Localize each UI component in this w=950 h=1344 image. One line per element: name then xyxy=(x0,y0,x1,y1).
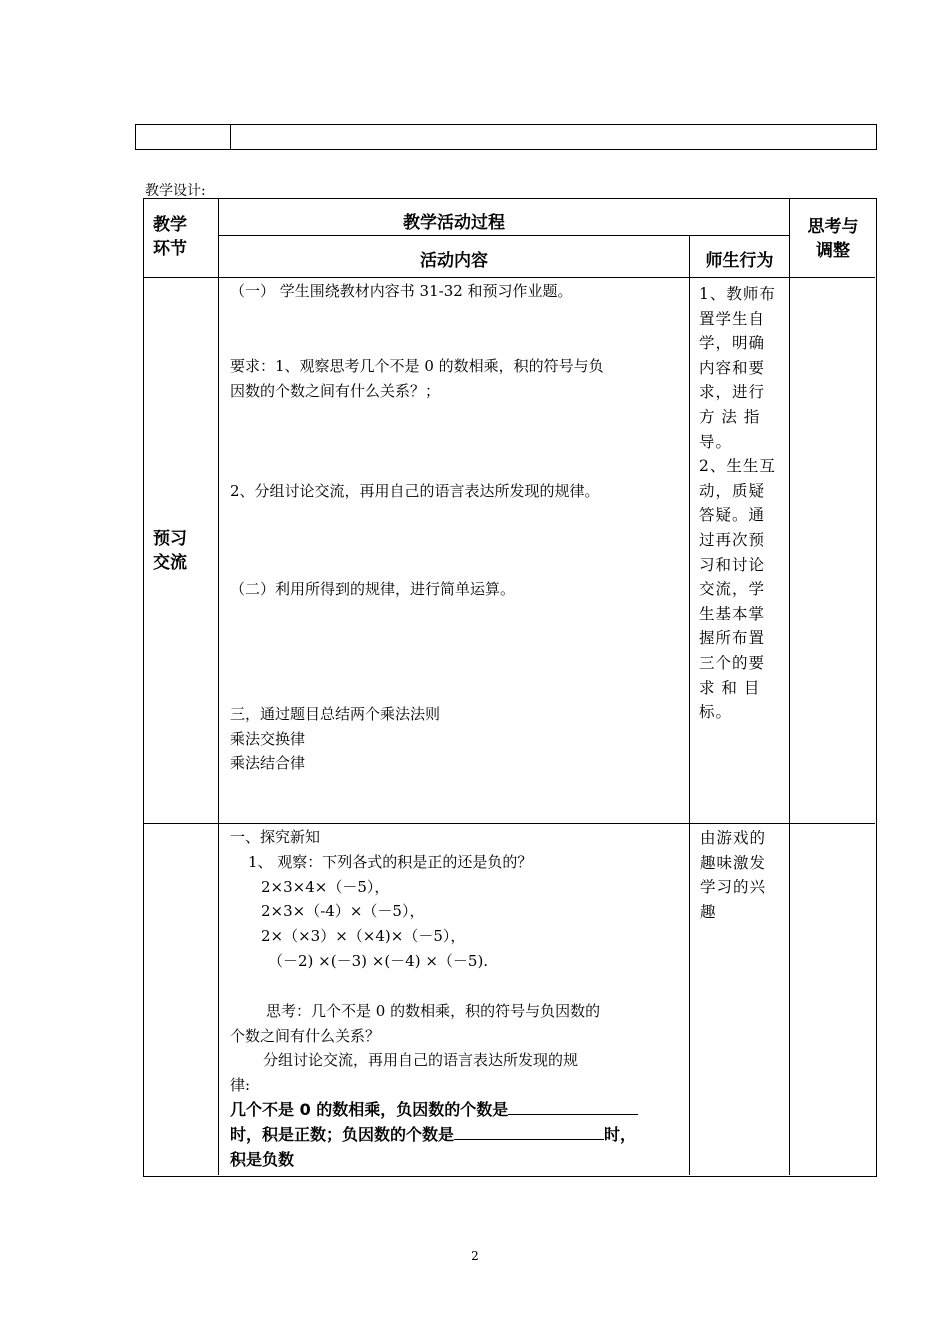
r1-line1: （一） 学生围绕教材内容书 31-32 和预习作业题。 xyxy=(230,282,573,300)
r1-line6: 三，通过题目总结两个乘法法则 xyxy=(230,705,441,723)
col-line xyxy=(789,199,790,1175)
behavior-line: 趣 xyxy=(700,902,717,921)
behavior-line: 交流，学 xyxy=(699,580,766,599)
r2-line6: （－2) ×(－3) ×(－4) ×（－5). xyxy=(268,952,489,970)
r2-line9: 分组讨论交流，再用自己的语言表达所发现的规 xyxy=(263,1051,579,1069)
col-line xyxy=(218,199,219,1175)
col-line xyxy=(689,235,690,1175)
row-line xyxy=(218,235,789,236)
behavior-line: 答疑。通 xyxy=(699,506,766,525)
behavior-line: 导。 xyxy=(699,432,733,451)
header-info-table xyxy=(135,124,877,150)
behavior-line: 由游戏的 xyxy=(700,829,767,847)
table-divider xyxy=(230,125,231,149)
row-line xyxy=(144,277,875,278)
behavior-line: 三个的要 xyxy=(699,653,766,672)
behavior-line: 置学生自 xyxy=(699,309,766,328)
r1-line2: 要求：1、观察思考几个不是 0 的数相乘，积的符号与负 xyxy=(230,357,604,375)
r2-line10: 律: xyxy=(230,1076,251,1094)
behavior-line: 握所布置 xyxy=(699,629,766,648)
rule-line-2 xyxy=(230,1123,636,1148)
header-content: 活动内容 xyxy=(420,251,488,271)
rule-text: 几个不是 0 的数相乘，负因数的个数是 xyxy=(230,1100,509,1119)
fill-blank[interactable] xyxy=(508,1099,638,1115)
rule-line-3: 积是负数 xyxy=(230,1150,295,1169)
header-reflect: 思考与 调整 xyxy=(807,217,859,261)
r2-behavior xyxy=(700,826,784,924)
r2-line1: 一、探究新知 xyxy=(230,828,321,846)
r2-line8: 个数之间有什么关系？ xyxy=(230,1027,381,1045)
behavior-line: 趣味激发 xyxy=(700,853,767,872)
behavior-line: 1、教师布 xyxy=(699,285,776,303)
header-process: 教学活动过程 xyxy=(403,213,505,233)
page-number: 2 xyxy=(471,1249,479,1263)
behavior-line: 过再次预 xyxy=(699,530,766,549)
design-label: 教学设计: xyxy=(145,183,206,199)
rule-text: 时， xyxy=(604,1125,637,1144)
behavior-line: 学习的兴 xyxy=(700,878,767,897)
r2-line7: 思考：几个不是 0 的数相乘，积的符号与负因数的 xyxy=(266,1002,601,1020)
header-behavior: 师生行为 xyxy=(705,251,774,271)
lesson-table xyxy=(143,198,877,1177)
behavior-line: 2、生生互 xyxy=(699,457,776,476)
rule-line-1 xyxy=(230,1098,638,1123)
r2-line5: 2×（×3）×（×4)×（－5）， xyxy=(261,927,466,945)
rule-text: 时，积是正数；负因数的个数是 xyxy=(230,1125,455,1144)
behavior-line: 标。 xyxy=(699,703,733,722)
r1-line3: 因数的个数之间有什么关系？； xyxy=(230,382,441,400)
r2-line2: 1、 观察：下列各式的积是正的还是负的？ xyxy=(248,853,533,871)
r1-behavior xyxy=(699,282,783,725)
behavior-line: 方 法 指 xyxy=(699,407,761,426)
r1-line5: （二）利用所得到的规律，进行简单运算。 xyxy=(230,580,516,598)
r2-line3: 2×3×4×（－5）， xyxy=(261,878,390,896)
fill-blank[interactable] xyxy=(454,1124,604,1140)
r1-line8: 乘法结合律 xyxy=(230,754,306,772)
r1-line7: 乘法交换律 xyxy=(230,730,306,748)
behavior-line: 求，进行 xyxy=(699,383,766,402)
r1-line4: 2、分组讨论交流，再用自己的语言表达所发现的规律。 xyxy=(230,482,600,500)
r2-line4: 2×3×（-4）×（－5）， xyxy=(261,902,425,920)
behavior-line: 学，明确 xyxy=(699,334,766,353)
behavior-line: 生基本掌 xyxy=(699,604,766,623)
behavior-line: 内容和要 xyxy=(699,358,766,377)
stage-preview: 预习 交流 xyxy=(153,529,187,573)
header-stage: 教学 环节 xyxy=(153,215,187,259)
behavior-line: 习和讨论 xyxy=(699,555,766,574)
row-line xyxy=(144,823,875,824)
behavior-line: 求 和 目 xyxy=(699,678,761,697)
behavior-line: 动，质疑 xyxy=(699,481,766,500)
